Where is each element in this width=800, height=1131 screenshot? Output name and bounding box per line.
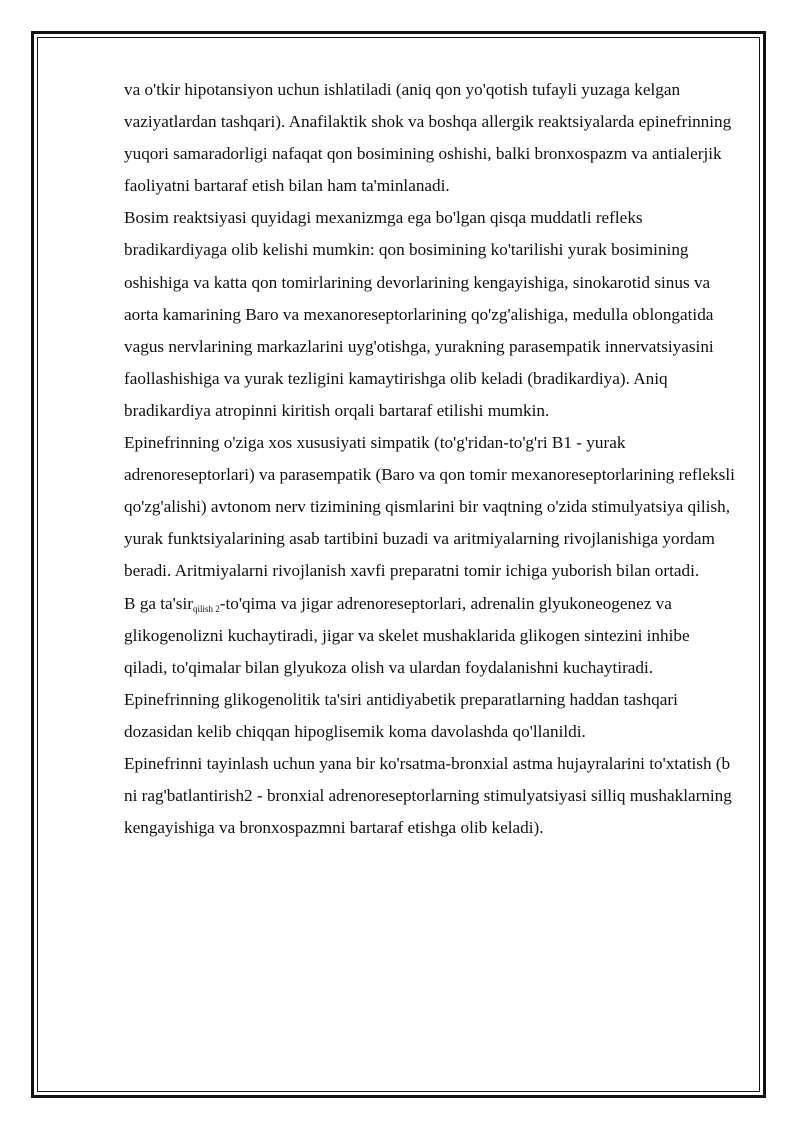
paragraph-glycogenolysis-rest: -to'qima va jigar adrenoreseptorlari, adrenalin glyukoneogenez va glikogenolizni kuchaytiradi, jigar va skelet mushaklarida glikogen sintezini inhibe qiladi, to'qimalar bilan glyukoza olish va ulardan foydalanishni kuchaytiradi. Epinefrinning glikogenolitik ta'siri antidiyabetik preparatlarning haddan tashqari dozasidan kelib chiqqan hipoglisemik koma davolashda qo'llanildi. (124, 593, 690, 741)
paragraph-glycogenolysis-start: B ga ta'sir (124, 593, 193, 613)
paragraph-bradycardia: Bosim reaktsiyasi quyidagi mexanizmga ega bo'lgan qisqa muddatli refleks bradikardiyaga olib kelishi mumkin: qon bosimining ko'tarilishi yurak bosimining oshishiga va katta qon tomirlarining devorlarining kengayishiga, sinokarotid sinus va aorta kamarining Baro va mexanoreseptorlarining qo'zg'alishiga, medulla oblongatida vagus nervlarining markazlarini uyg'otishga, yurakning parasempatik innervatsiyasini faollashishiga va yurak tezligini kamaytirishga olib keladi (bradikardiya). Aniq bradikardiya atropinni kiritish orqali bartaraf etilishi mumkin. (124, 208, 714, 420)
subscript-text: qilish 2 (192, 603, 220, 614)
document-body (124, 74, 736, 844)
paragraph-bronchial-asthma: Epinefrinni tayinlash uchun yana bir ko'rsatma-bronxial astma hujayralarini to'xtatish (b ni rag'batlantirish2 - bronxial adrenoreseptorlarning stimulyatsiyasi silliq mushaklarning kengayishiga va bronxospazmni bartaraf etishga olib keladi). (124, 753, 732, 838)
paragraph-arrhythmia: Epinefrinning o'ziga xos xususiyati simpatik (to'g'ridan-to'g'ri B1 - yurak adrenoreseptorlari) va parasempatik (Baro va qon tomir mexanoreseptorlarining refleksli qo'zg'alishi) avtonom nerv tizimining qismlarini bir vaqtning o'zida stimulyatsiya qilish, yurak funktsiyalarining asab tartibini buzadi va aritmiyalarning rivojlanishiga yordam beradi. Aritmiyalarni rivojlanish xavfi preparatni tomir ichiga yuborish bilan ortadi. (124, 433, 735, 581)
paragraph-glycogenolysis (124, 588, 736, 748)
paragraph-anaphylaxis: va o'tkir hipotansiyon uchun ishlatiladi (aniq qon yo'qotish tufayli yuzaga kelgan vaziyatlardan tashqari). Anafilaktik shok va boshqa allergik reaktsiyalarda epinefrinning yuqori samaradorligi nafaqat qon bosimining oshishi, balki bronxospazm va antialerjik faoliyatni bartaraf etish bilan ham ta'minlanadi. (124, 80, 732, 196)
